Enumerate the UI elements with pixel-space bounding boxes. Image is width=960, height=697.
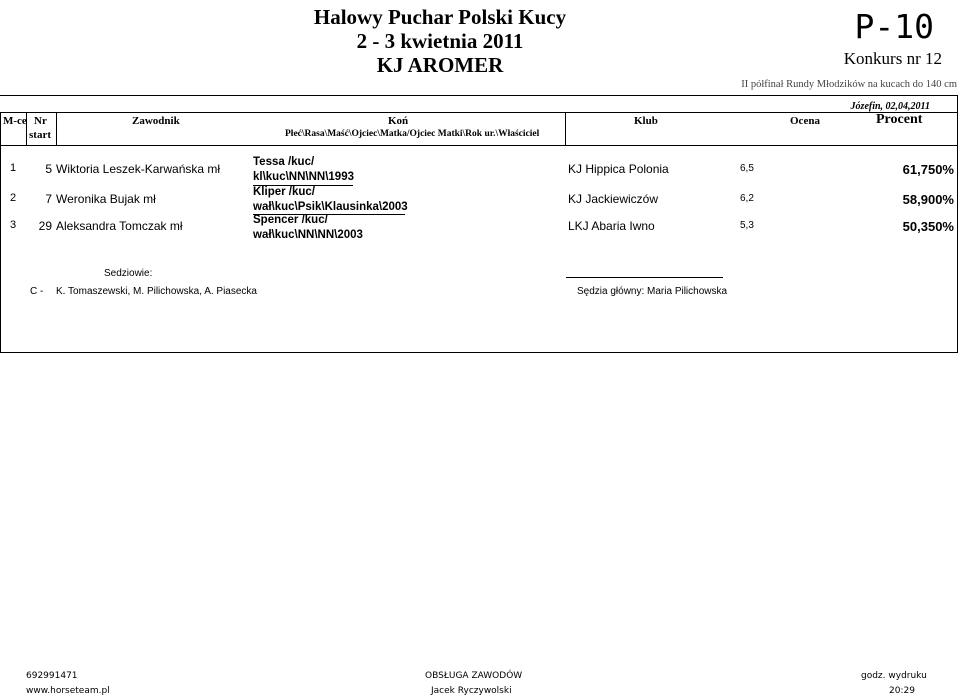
competition-subtitle: II półfinał Rundy Młodzików na kucach do 140 cm (741, 79, 957, 90)
signature-line (566, 277, 723, 278)
rider-cell: Aleksandra Tomczak mł (56, 219, 183, 233)
start-number-cell: 29 (38, 219, 52, 233)
horse-name-cell: Kliper /kuc/ (253, 186, 315, 198)
table-left-border (0, 112, 1, 353)
col-header-horse: Koń (388, 115, 409, 127)
horse-name-cell: Tessa /kuc/ (253, 156, 315, 168)
col-divider (565, 112, 566, 146)
col-header-club: Klub (634, 115, 658, 127)
place-cell: 1 (10, 162, 17, 174)
header-bottom-border (0, 145, 957, 146)
percent-cell: 50,350% (902, 219, 954, 234)
judges-names: K. Tomaszewski, M. Pilichowska, A. Piasecka (56, 286, 257, 297)
start-number-cell: 7 (45, 192, 52, 206)
percent-cell: 58,900% (902, 192, 954, 207)
score-cell: 5,3 (740, 220, 754, 231)
judges-label: Sedziowie: (104, 268, 153, 279)
table-bottom-border (0, 352, 957, 353)
competition-title: Halowy Puchar Polski Kucy (313, 5, 567, 29)
horse-details-cell: wał\kuc\Psik\Klausinka\2003 (253, 201, 408, 213)
footer-website: www.horseteam.pl (26, 686, 110, 696)
chief-judge: Sędzia główny: Maria Pilichowska (577, 286, 728, 297)
competition-dates: 2 - 3 kwietnia 2011 (356, 29, 524, 53)
col-header-percent: Procent (876, 112, 923, 127)
footer-phone: 692991471 (26, 671, 78, 681)
rider-cell: Wiktoria Leszek-Karwańska mł (56, 162, 221, 176)
horse-details-cell: wał\kuc\NN\NN\2003 (253, 229, 363, 241)
col-header-nr: Nr (34, 115, 47, 127)
col-divider (56, 112, 57, 146)
col-header-start: start (29, 129, 51, 141)
col-header-rider: Zawodnik (132, 115, 180, 127)
judges-prefix: C - (30, 286, 44, 297)
club-cell: LKJ Abaria Iwno (568, 219, 655, 233)
footer-print-time: 20:29 (889, 686, 915, 696)
table-right-border (957, 95, 958, 353)
konkurs-number: Konkurs nr 12 (843, 49, 942, 68)
footer-print-label: godz. wydruku (861, 671, 927, 681)
score-cell: 6,5 (740, 163, 754, 174)
rider-cell: Weronika Bujak mł (56, 192, 156, 206)
place-cell: 2 (10, 192, 17, 204)
table-top-border (0, 95, 957, 96)
club-cell: KJ Hippica Polonia (568, 162, 669, 176)
score-cell: 6,2 (740, 193, 754, 204)
horse-name-cell: Spencer /kuc/ (253, 214, 328, 226)
horse-details-cell: kl\kuc\NN\NN\1993 (253, 171, 354, 183)
organizer-name: KJ AROMER (376, 53, 504, 77)
footer-service-name: Jacek Ryczywolski (431, 686, 512, 696)
col-header-score: Ocena (790, 115, 820, 127)
class-code: P-10 (854, 7, 934, 46)
header-divider (0, 112, 957, 113)
place-date: Józefin, 02,04,2011 (850, 101, 930, 112)
club-cell: KJ Jackiewiczów (568, 192, 659, 206)
col-header-place: M-ce (3, 115, 27, 127)
percent-cell: 61,750% (902, 162, 954, 177)
footer-service-label: OBSŁUGA ZAWODÓW (425, 671, 523, 681)
start-number-cell: 5 (45, 162, 52, 176)
col-header-horse-details: Płeć\Rasa\Maść\Ojciec\Matka/Ojciec Matki\Rok ur.\Właściciel (285, 129, 540, 139)
place-cell: 3 (10, 219, 17, 231)
